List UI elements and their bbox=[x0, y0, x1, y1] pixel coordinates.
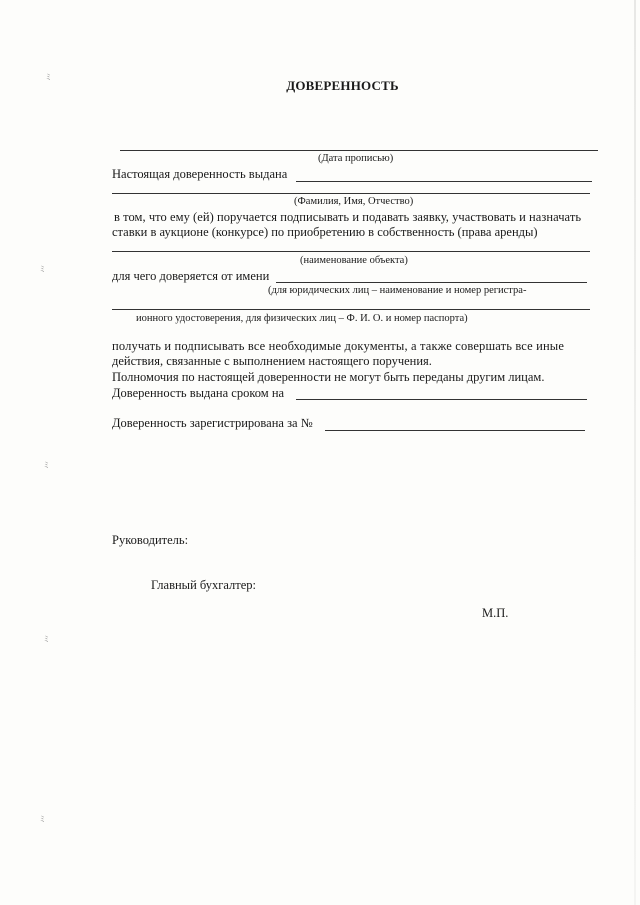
powers-line-1: получать и подписывать все необходимые документы, а также совершать все иные bbox=[112, 339, 565, 353]
legal-caption-line-2: ионного удостоверения, для физических лиц – Ф. И. О. и номер паспорта) bbox=[136, 313, 468, 324]
issued-to-label: Настоящая доверенность выдана bbox=[112, 167, 288, 181]
scan-speck: ﾐ bbox=[44, 460, 49, 470]
accountant-label: Главный бухгалтер: bbox=[151, 578, 257, 592]
fio-caption: (Фамилия, Имя, Отчество) bbox=[294, 196, 414, 207]
legal-line bbox=[112, 309, 590, 310]
issued-to-line bbox=[296, 181, 592, 182]
date-caption: (Дата прописью) bbox=[318, 153, 394, 164]
registered-line bbox=[325, 430, 585, 431]
registered-label: Доверенность зарегистрирована за № bbox=[112, 416, 313, 430]
scan-speck: ﾐ bbox=[44, 634, 49, 644]
scan-speck: ﾐ bbox=[46, 72, 51, 82]
term-line bbox=[296, 399, 587, 400]
trust-from-label: для чего доверяется от имени bbox=[112, 269, 270, 283]
object-line bbox=[112, 251, 590, 252]
director-label: Руководитель: bbox=[112, 533, 189, 547]
term-label: Доверенность выдана сроком на bbox=[112, 386, 285, 400]
body-line-2: ставки в аукционе (конкурсе) по приобретению в собственность (права аренды) bbox=[112, 225, 538, 239]
powers-line-3: Полномочия по настоящей доверенности не могут быть переданы другим лицам. bbox=[112, 370, 545, 384]
legal-caption-line-1: (для юридических лиц – наименование и номер регистра- bbox=[268, 285, 527, 296]
body-line-1: в том, что ему (ей) поручается подписывать и подавать заявку, участвовать и назначать bbox=[114, 210, 582, 224]
powers-line-2: действия, связанные с выполнением настоящего поручения. bbox=[112, 354, 432, 368]
page-edge-shadow bbox=[634, 0, 636, 905]
date-line bbox=[120, 150, 598, 151]
scan-speck: ﾐ bbox=[40, 814, 45, 824]
object-caption: (наименование объекта) bbox=[300, 255, 408, 266]
scan-speck: ﾐ bbox=[40, 264, 45, 274]
stamp-label: М.П. bbox=[482, 606, 509, 620]
document-title: ДОВЕРЕННОСТЬ bbox=[286, 78, 399, 93]
trust-from-line bbox=[276, 282, 587, 283]
fio-line bbox=[112, 193, 590, 194]
